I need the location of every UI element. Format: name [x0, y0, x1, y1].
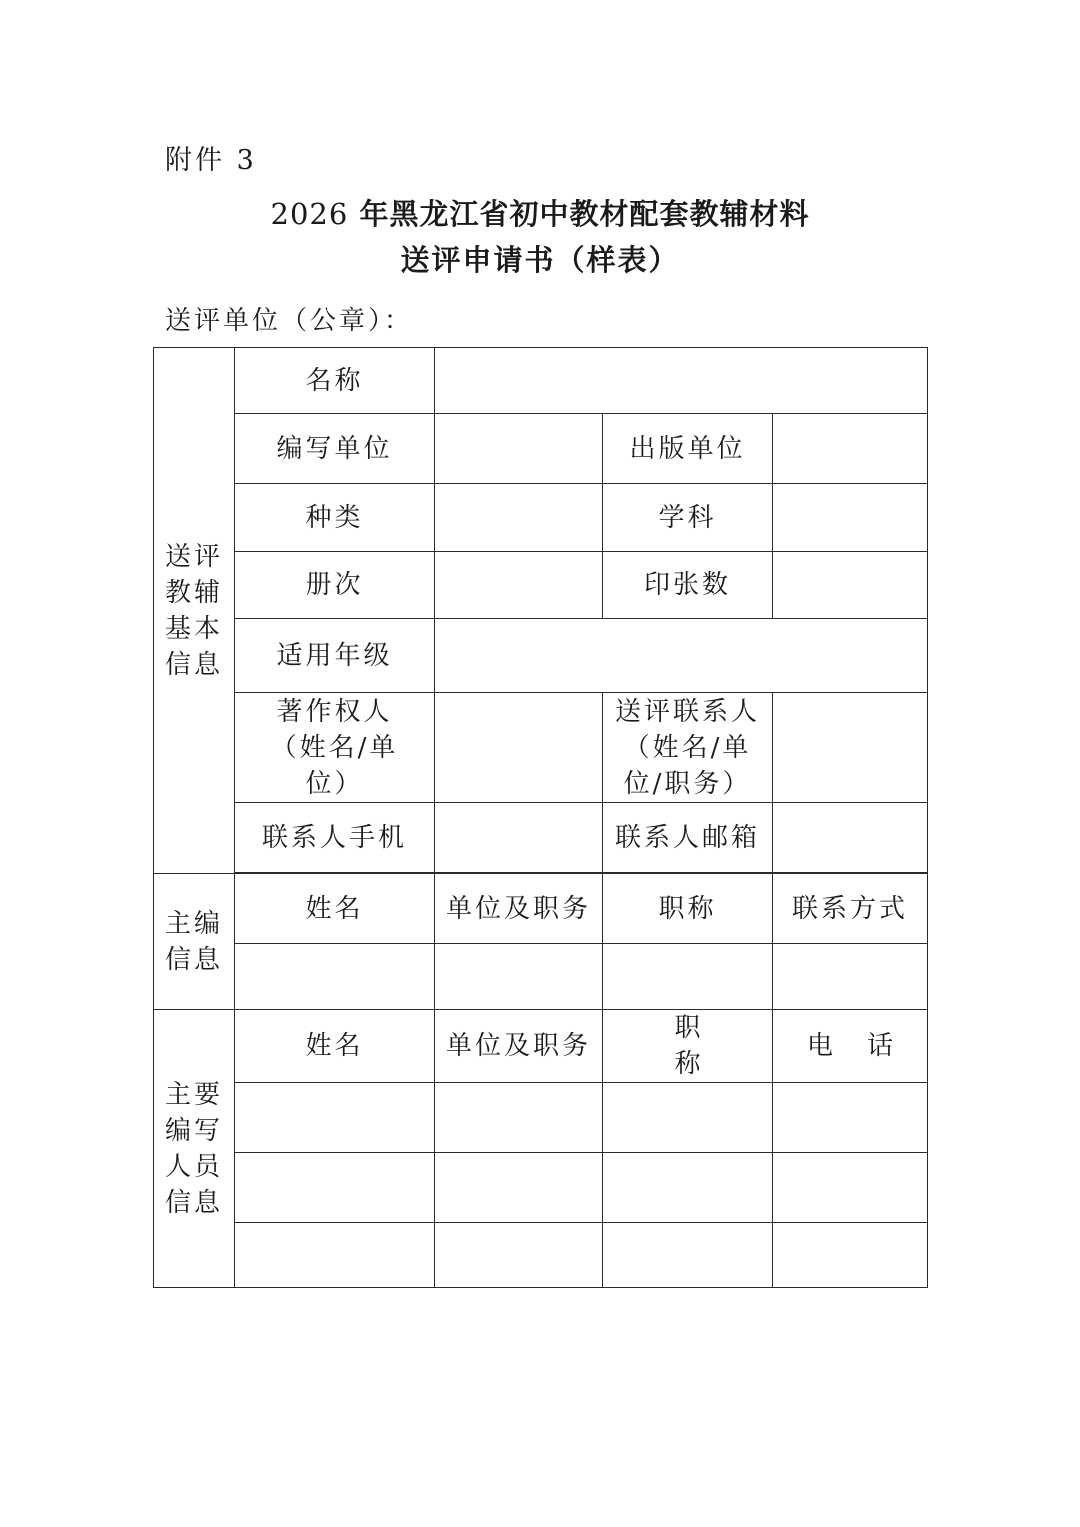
chief-editor-contact-cell[interactable] [773, 944, 928, 1010]
title-line-1: 年黑龙江省初中教材配套教辅材料 [359, 197, 810, 231]
contact-phone-value-cell[interactable] [435, 803, 603, 873]
contact-email-label: 联系人邮箱 [603, 803, 773, 873]
name-value-cell[interactable] [435, 348, 928, 414]
writer-1-name-cell[interactable] [235, 1083, 435, 1153]
category-value-cell[interactable] [435, 484, 603, 552]
page-title [0, 192, 1080, 233]
writers-col-unit: 单位及职务 [435, 1010, 603, 1083]
chief-editor-col-unit: 单位及职务 [435, 874, 603, 944]
chief-editor-unit-cell[interactable] [435, 944, 603, 1010]
application-form-table [153, 347, 928, 1288]
volume-label: 册次 [235, 552, 435, 619]
subject-value-cell[interactable] [773, 484, 928, 552]
writers-col-name: 姓名 [235, 1010, 435, 1083]
writer-1-phone-cell[interactable] [773, 1083, 928, 1153]
chief-editor-col-name: 姓名 [235, 874, 435, 944]
publisher-value-cell[interactable] [773, 414, 928, 484]
chief-editor-title-cell[interactable] [603, 944, 773, 1010]
writer-2-name-cell[interactable] [235, 1153, 435, 1223]
volume-value-cell[interactable] [435, 552, 603, 619]
page-subtitle: 送评申请书（样表） [400, 243, 680, 277]
writer-2-title-cell[interactable] [603, 1153, 773, 1223]
writer-2-phone-cell[interactable] [773, 1153, 928, 1223]
name-label: 名称 [235, 348, 435, 414]
chief-editor-col-contact: 联系方式 [773, 874, 928, 944]
writers-col-phone: 电话 [773, 1010, 928, 1083]
writer-1-title-cell[interactable] [603, 1083, 773, 1153]
basic-info-section-label: 送评教辅基本信息 [154, 348, 235, 874]
contact-person-value-cell[interactable] [773, 693, 928, 803]
writer-2-unit-cell[interactable] [435, 1153, 603, 1223]
contact-email-value-cell[interactable] [773, 803, 928, 873]
attachment-label: 附件 3 [165, 145, 257, 176]
chief-editor-name-cell[interactable] [235, 944, 435, 1010]
author-unit-label: 编写单位 [235, 414, 435, 484]
grade-label: 适用年级 [235, 619, 435, 693]
writer-1-unit-cell[interactable] [435, 1083, 603, 1153]
contact-phone-label: 联系人手机 [235, 803, 435, 873]
print-sheets-value-cell[interactable] [773, 552, 928, 619]
copyright-holder-value-cell[interactable] [435, 693, 603, 803]
writers-col-title: 职称 [603, 1010, 773, 1083]
copyright-holder-label: 著作权人（姓名/单位） [235, 693, 435, 803]
writer-3-title-cell[interactable] [603, 1223, 773, 1288]
category-label: 种类 [235, 484, 435, 552]
author-unit-value-cell[interactable] [435, 414, 603, 484]
chief-editor-section-label: 主编信息 [154, 874, 235, 1010]
writer-3-phone-cell[interactable] [773, 1223, 928, 1288]
chief-editor-col-title: 职称 [603, 874, 773, 944]
main-writers-section-label: 主要编写人员信息 [154, 1010, 235, 1288]
title-year: 2026 [270, 197, 349, 231]
grade-value-cell[interactable] [435, 619, 928, 693]
writer-3-unit-cell[interactable] [435, 1223, 603, 1288]
submitting-unit-label: 送评单位（公章）： [165, 306, 414, 336]
publisher-label: 出版单位 [603, 414, 773, 484]
print-sheets-label: 印张数 [603, 552, 773, 619]
writer-3-name-cell[interactable] [235, 1223, 435, 1288]
contact-person-label: 送评联系人（姓名/单位/职务） [603, 693, 773, 803]
subject-label: 学科 [603, 484, 773, 552]
